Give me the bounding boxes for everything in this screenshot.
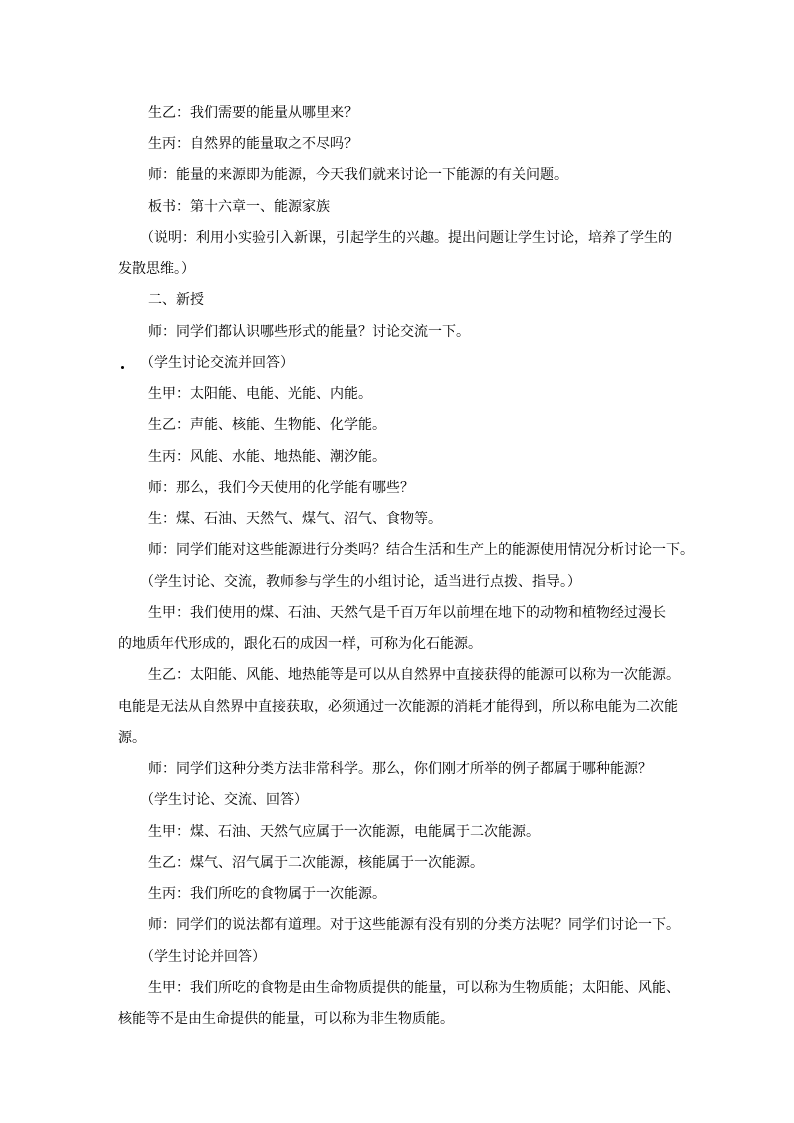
text-line: 师：能量的来源即为能源，今天我们就来讨论一下能源的有关问题。 (148, 167, 568, 183)
text-line: 的地质年代形成的，跟化石的成因一样，可称为化石能源。 (118, 636, 482, 652)
text-line: 核能等不是由生命提供的能量，可以称为非生物质能。 (118, 1011, 454, 1027)
text-line: 师：那么，我们今天使用的化学能有哪些？ (148, 480, 414, 496)
text-line: 师：同学们都认识哪些形式的能量？讨论交流一下。 (148, 324, 470, 340)
text-line: 生甲：煤、石油、天然气应属于一次能源，电能属于二次能源。 (148, 824, 540, 840)
text-line: 发散思维。） (118, 261, 195, 277)
text-line: 师：同学们的说法都有道理。对于这些能源有没有别的分类方法呢？同学们讨论一下。 (148, 917, 680, 933)
text-line: 生丙：我们所吃的食物属于一次能源。 (148, 886, 386, 902)
section-heading: 二、新授 (148, 292, 204, 308)
text-line: 板书：第十六章一、能源家族 (148, 199, 330, 215)
text-line: 电能是无法从自然界中直接获取，必须通过一次能源的消耗才能得到，所以称电能为二次能 (118, 699, 678, 715)
text-line: 生乙：我们需要的能量从哪里来？ (148, 105, 358, 121)
text-line: （学生讨论并回答） (140, 949, 266, 965)
text-line: （学生讨论交流并回答） (140, 355, 294, 371)
text-line: 生甲：我们使用的煤、石油、天然气是千百万年以前埋在地下的动物和植物经过漫长 (148, 605, 666, 621)
text-line: 生乙：太阳能、风能、地热能等是可以从自然界中直接获得的能源可以称为一次能源。 (148, 667, 680, 683)
text-line: 师：同学们这种分类方法非常科学。那么，你们刚才所举的例子都属于哪种能源？ (148, 761, 652, 777)
text-line: 生丙：自然界的能量取之不尽吗？ (148, 136, 358, 152)
text-line: （学生讨论、交流，教师参与学生的小组讨论，适当进行点拨、指导。） (140, 574, 581, 590)
text-line: 生乙：声能、核能、生物能、化学能。 (148, 417, 386, 433)
text-line: 生甲：我们所吃的食物是由生命物质提供的能量，可以称为生物质能；太阳能、风能、 (148, 980, 680, 996)
text-line: 源。 (118, 730, 146, 746)
text-line: 生甲：太阳能、电能、光能、内能。 (148, 386, 372, 402)
text-line: 生乙：煤气、沼气属于二次能源，核能属于一次能源。 (148, 855, 484, 871)
text-line: （学生讨论、交流、回答） (140, 792, 308, 808)
text-line: 师：同学们能对这些能源进行分类吗？结合生活和生产上的能源使用情况分析讨论一下。 (148, 542, 694, 558)
text-line: 生：煤、石油、天然气、煤气、沼气、食物等。 (148, 511, 442, 527)
text-line: （说明：利用小实验引入新课，引起学生的兴趣。提出问题让学生讨论，培养了学生的 (140, 230, 672, 246)
text-line: 生丙：风能、水能、地热能、潮汐能。 (148, 449, 386, 465)
